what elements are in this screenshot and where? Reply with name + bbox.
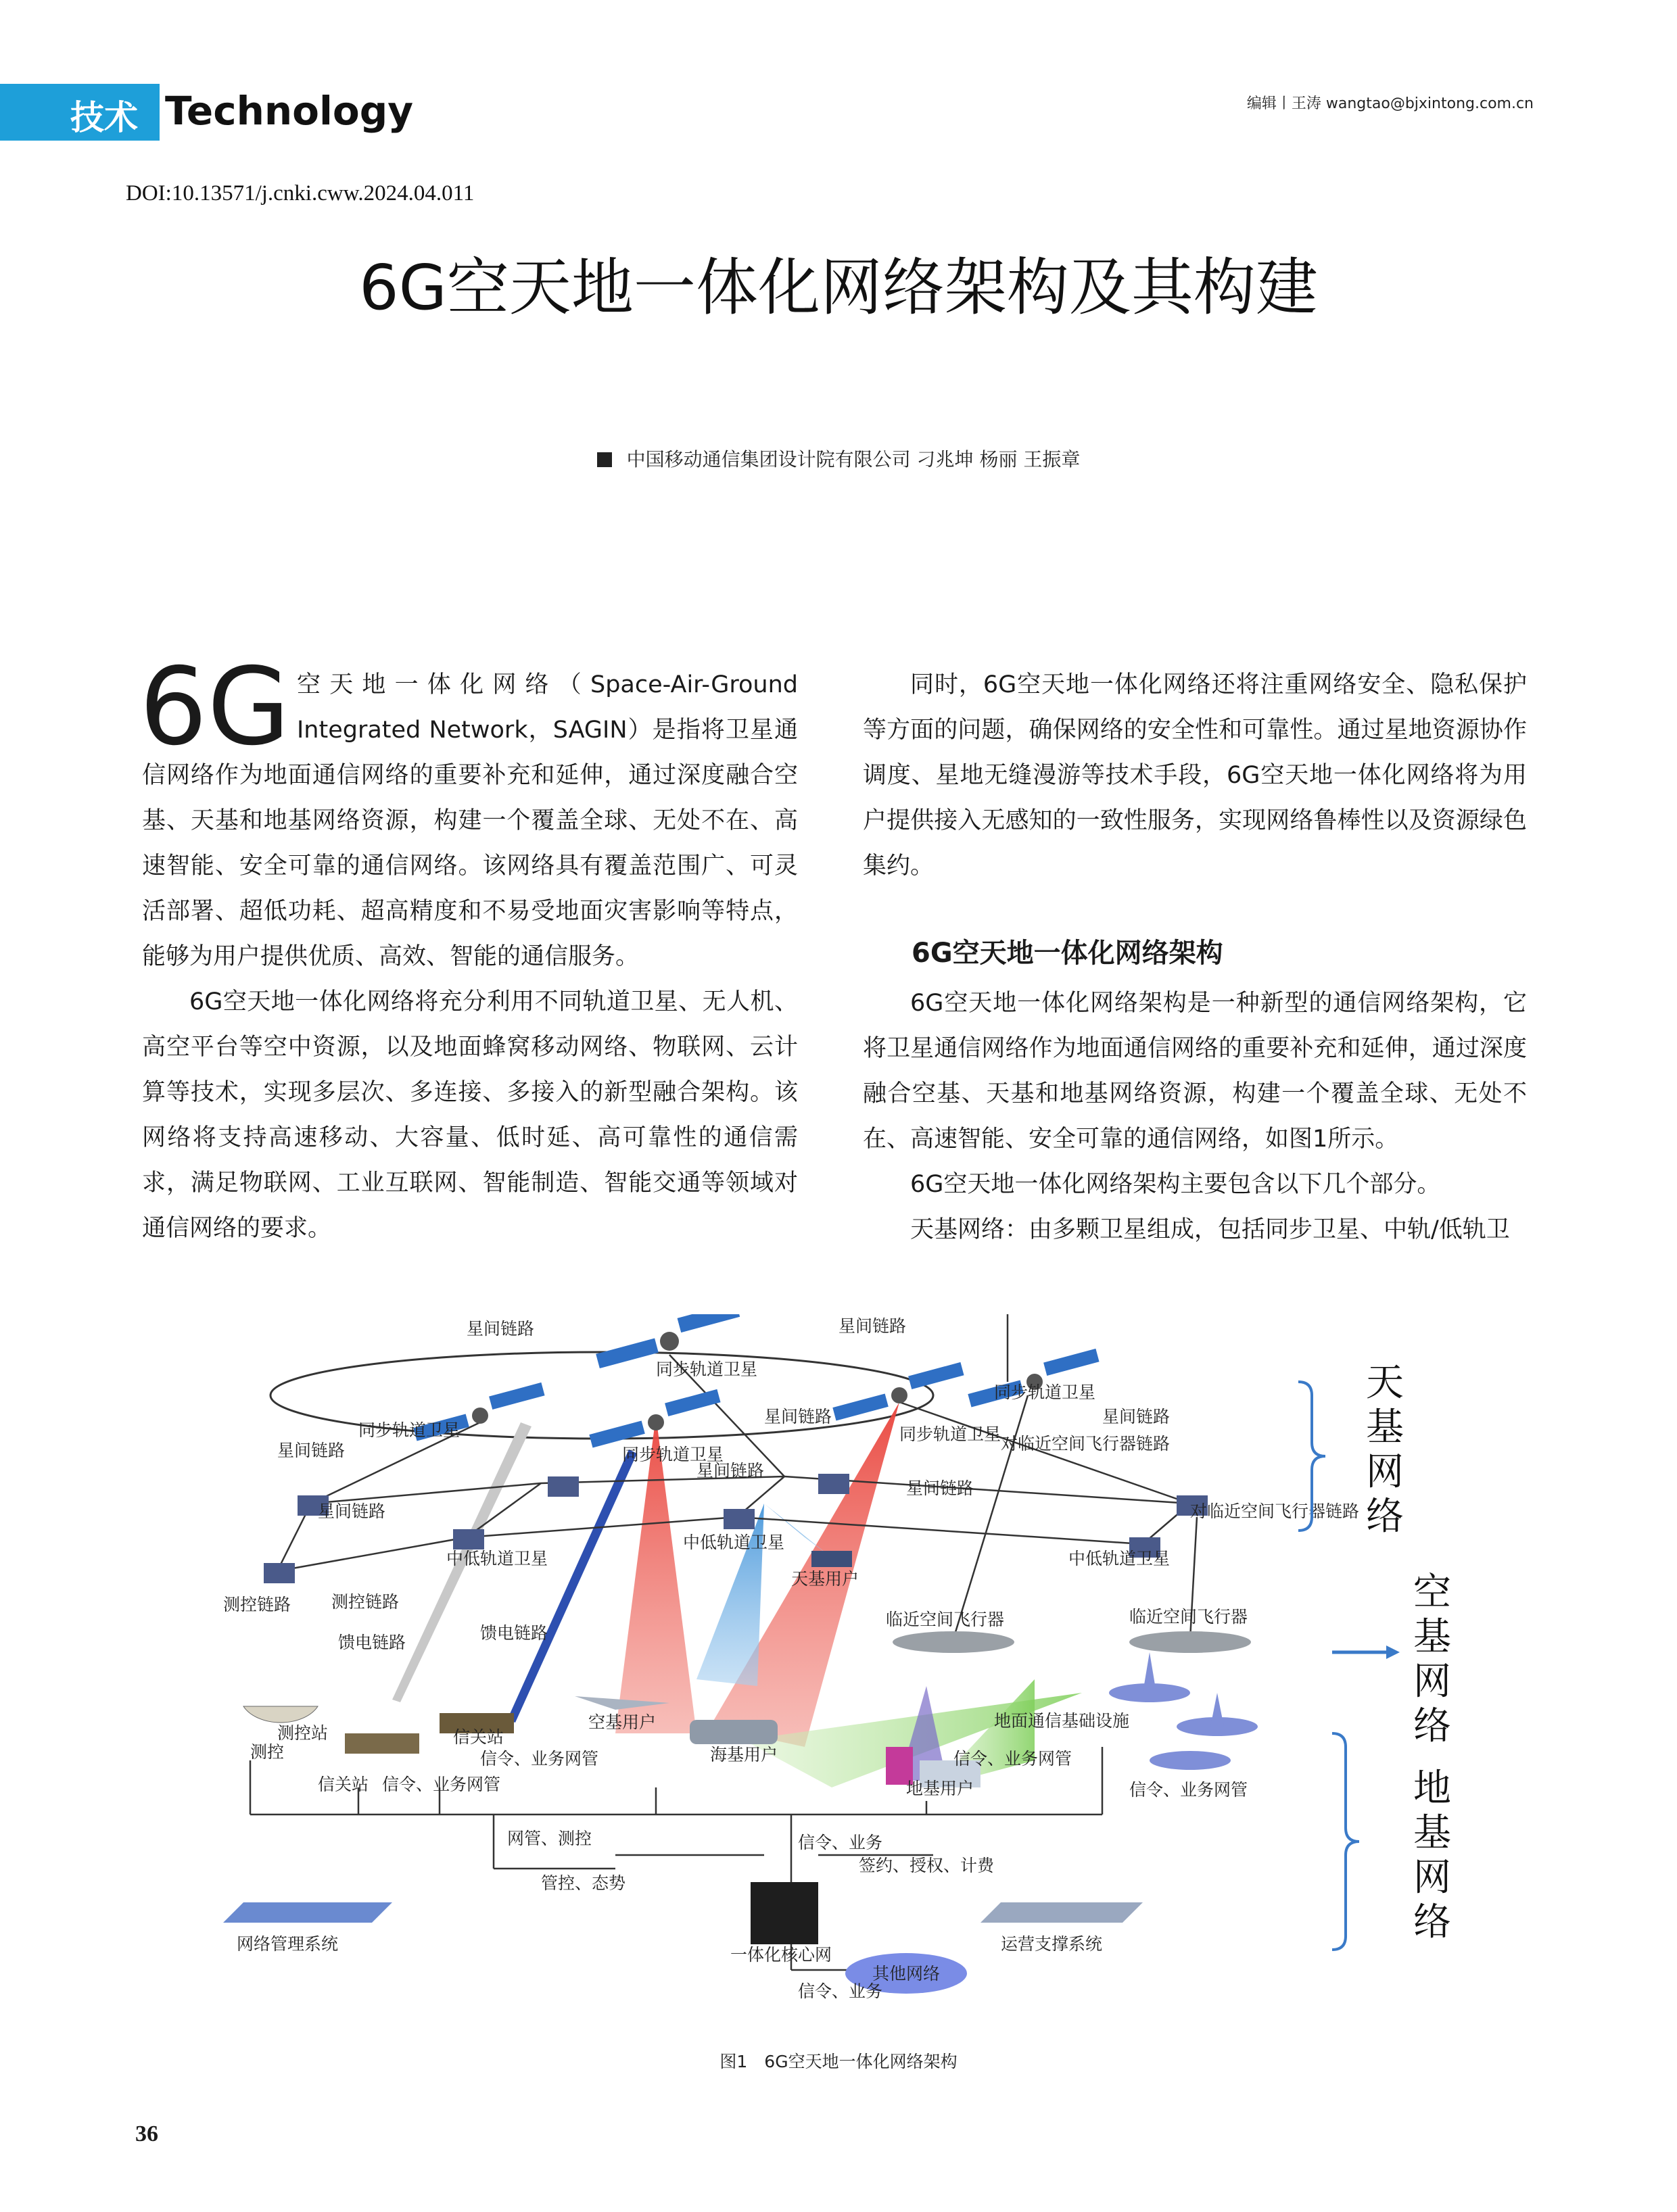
label-signal: 信令、业务网管	[953, 1749, 1072, 1769]
ground-segment-label	[1413, 1766, 1451, 1944]
label-tt-link: 测控链路	[331, 1592, 400, 1612]
label-near-space-link: 对临近空间飞行器链路	[1190, 1501, 1360, 1521]
space-user-icon	[811, 1551, 852, 1567]
air-segment-label	[1413, 1570, 1451, 1748]
paragraph-text: 空天地一体化网络（Space-Air-Ground Integrated Network，SAGIN）是指将卫星通信网络作为地面通信网络的重要补充和延伸，通过深度融合空基、天基和地基网络资源，构建一个覆盖全球、无处不在、高速智能、安全可靠的通信网络。该网络具有覆盖范围广、可灵活部署、超低功耗、超高精度和不易受地面灾害影响等特点，能够为用户提供优质、高效、智能的通信服务。	[142, 671, 798, 970]
label-geo: 同步轨道卫星	[622, 1445, 724, 1464]
label-signal: 信令、业务	[798, 1981, 883, 2001]
paragraph: 同时，6G空天地一体化网络还将注重网络安全、隐私保护等方面的问题，确保网络的安全性和可靠性。通过星地资源协作调度、星地无缝漫游等技术手段，6G空天地一体化网络将为用户提供接入无感知的一致性服务，实现网络鲁棒性以及资源绿色集约。	[863, 671, 1527, 880]
leo-satellite-icon	[264, 1563, 295, 1583]
page-number: 36	[135, 2121, 158, 2146]
label-meo: 中低轨道卫星	[1068, 1549, 1171, 1568]
leo-satellite-icon	[724, 1509, 755, 1529]
segment-char: 络	[1413, 1704, 1451, 1748]
label-gateway: 信关站	[453, 1727, 504, 1747]
tt-dish-icon	[243, 1706, 318, 1723]
segment-char: 空	[1413, 1570, 1451, 1614]
label-airship: 临近空间飞行器	[886, 1610, 1005, 1629]
segment-char: 基	[1413, 1615, 1451, 1659]
label-billing: 签约、授权、计费	[859, 1856, 995, 1875]
label-ground-infra: 地面通信基础设施	[994, 1711, 1130, 1731]
label-sea-user: 海基用户	[710, 1745, 778, 1764]
segment-char: 络	[1413, 1900, 1451, 1944]
label-nms: 网络管理系统	[237, 1934, 339, 1954]
architecture-diagram	[223, 1314, 1467, 2038]
section-tag-cn: 技术	[70, 98, 138, 137]
segment-char: 网	[1366, 1450, 1404, 1494]
label-isl: 星间链路	[1102, 1407, 1171, 1426]
paragraph: 6G空天地一体化网络架构主要包含以下几个部分。	[910, 1171, 1441, 1198]
label-isl: 星间链路	[277, 1441, 346, 1460]
doi: DOI:10.13571/j.cnki.cww.2024.04.011	[126, 181, 475, 206]
label-geo: 同步轨道卫星	[994, 1382, 1096, 1402]
segment-char: 天	[1366, 1361, 1404, 1405]
label-signal: 信令、业务网管	[1129, 1780, 1248, 1800]
leo-satellite-icon	[818, 1474, 849, 1494]
label-other-network: 其他网络	[872, 1964, 941, 1983]
square-bullet-icon	[597, 452, 612, 467]
blue-beam	[696, 1504, 764, 1686]
airship-icon	[1129, 1631, 1251, 1653]
figure-caption: 图1 6G空天地一体化网络架构	[719, 2052, 958, 2071]
label-ground-user: 地基用户	[906, 1779, 974, 1798]
leo-satellite-icon	[548, 1476, 579, 1497]
label-nm-tt: 网管、测控	[507, 1829, 592, 1848]
label-space-user: 天基用户	[791, 1569, 859, 1589]
paragraph: 天基网络：由多颗卫星组成，包括同步卫星、中轨/低轨卫	[910, 1216, 1510, 1243]
nms-icon	[223, 1902, 392, 1923]
label-gateway: 信关站	[318, 1775, 369, 1794]
authors	[0, 445, 1677, 472]
ship-icon	[690, 1720, 778, 1744]
label-geo: 同步轨道卫星	[358, 1420, 460, 1440]
left-column	[139, 645, 798, 1251]
label-oss: 运营支撑系统	[1001, 1934, 1103, 1954]
editor-info: 编辑丨王涛 wangtao@bjxintong.com.cn	[1246, 95, 1534, 112]
paragraph: 6G空天地一体化网络将充分利用不同轨道卫星、无人机、高空平台等空中资源，以及地面蜂窝移动网络、物联网、云计算等技术，实现多层次、多连接、多接入的新型融合架构。该网络将支持高速移动、大容量、低时延、高可靠性的通信需求，满足物联网、工业互联网、智能制造、智能交通等领域对通信网络的要求。	[142, 988, 798, 1242]
label-isl: 星间链路	[467, 1319, 535, 1339]
core-network-icon	[751, 1882, 818, 1944]
right-column	[863, 663, 1527, 1253]
segment-char: 络	[1366, 1495, 1404, 1539]
segment-char: 基	[1413, 1811, 1451, 1855]
section-tag-en: Technology	[165, 88, 414, 134]
label-air-user: 空基用户	[588, 1712, 657, 1732]
segment-char: 网	[1413, 1660, 1451, 1704]
article-title: 6G空天地一体化网络架构及其构建	[359, 251, 1318, 324]
label-signal: 信令、业务网管	[480, 1749, 599, 1769]
label-meo: 中低轨道卫星	[446, 1549, 548, 1568]
label-isl: 星间链路	[696, 1461, 765, 1481]
author-list: 中国移动通信集团设计院有限公司 刁兆坤 杨丽 王振章	[626, 448, 1081, 471]
section-tag	[0, 84, 160, 141]
space-segment-label	[1366, 1361, 1404, 1539]
label-airship: 临近空间飞行器	[1129, 1607, 1248, 1627]
label-isl: 星间链路	[764, 1407, 832, 1426]
label-core: 一体化核心网	[730, 1945, 832, 1965]
section-heading: 6G空天地一体化网络架构	[912, 938, 1223, 969]
label-geo: 同步轨道卫星	[656, 1360, 758, 1379]
segment-char: 地	[1413, 1766, 1451, 1810]
oss-icon	[981, 1902, 1143, 1923]
label-geo: 同步轨道卫星	[899, 1424, 1001, 1444]
label-tt-link: 测控链路	[223, 1595, 291, 1614]
label-feeder: 馈电链路	[480, 1623, 548, 1643]
label-meo: 中低轨道卫星	[683, 1533, 785, 1552]
label-feeder: 馈电链路	[338, 1633, 406, 1652]
label-tt-station: 测控站	[277, 1723, 329, 1743]
label-near-space-link: 对临近空间飞行器链路	[1001, 1434, 1171, 1453]
label-signal: 信令、业务	[798, 1833, 883, 1852]
airship-icon	[893, 1631, 1014, 1653]
air-arrow-head	[1386, 1645, 1400, 1659]
paragraph: 6G空天地一体化网络架构是一种新型的通信网络架构，它将卫星通信网络作为地面通信网络的重要补充和延伸，通过深度融合空基、天基和地基网络资源，构建一个覆盖全球、无处不在、高速智能、安全可靠的通信网络，如图1所示。	[863, 990, 1527, 1153]
satellite-icon	[832, 1362, 964, 1421]
segment-char: 基	[1366, 1405, 1404, 1449]
architecture-figure	[223, 1314, 1467, 2038]
paragraph	[139, 645, 798, 980]
ground-bracket	[1332, 1733, 1359, 1950]
leo-satellite-icon	[453, 1529, 484, 1549]
gateway-station-icon	[345, 1733, 419, 1754]
segment-char: 网	[1413, 1856, 1451, 1900]
label-isl: 星间链路	[906, 1478, 974, 1498]
drop-cap: 6G	[139, 645, 290, 769]
label-isl: 星间链路	[318, 1501, 386, 1521]
ground-infra-icons	[1109, 1652, 1258, 1770]
label-signal: 信令、业务网管	[382, 1775, 501, 1794]
label-isl: 星间链路	[839, 1316, 907, 1336]
label-ctrl: 管控、态势	[541, 1873, 626, 1893]
label-tt: 测控	[250, 1742, 285, 1762]
